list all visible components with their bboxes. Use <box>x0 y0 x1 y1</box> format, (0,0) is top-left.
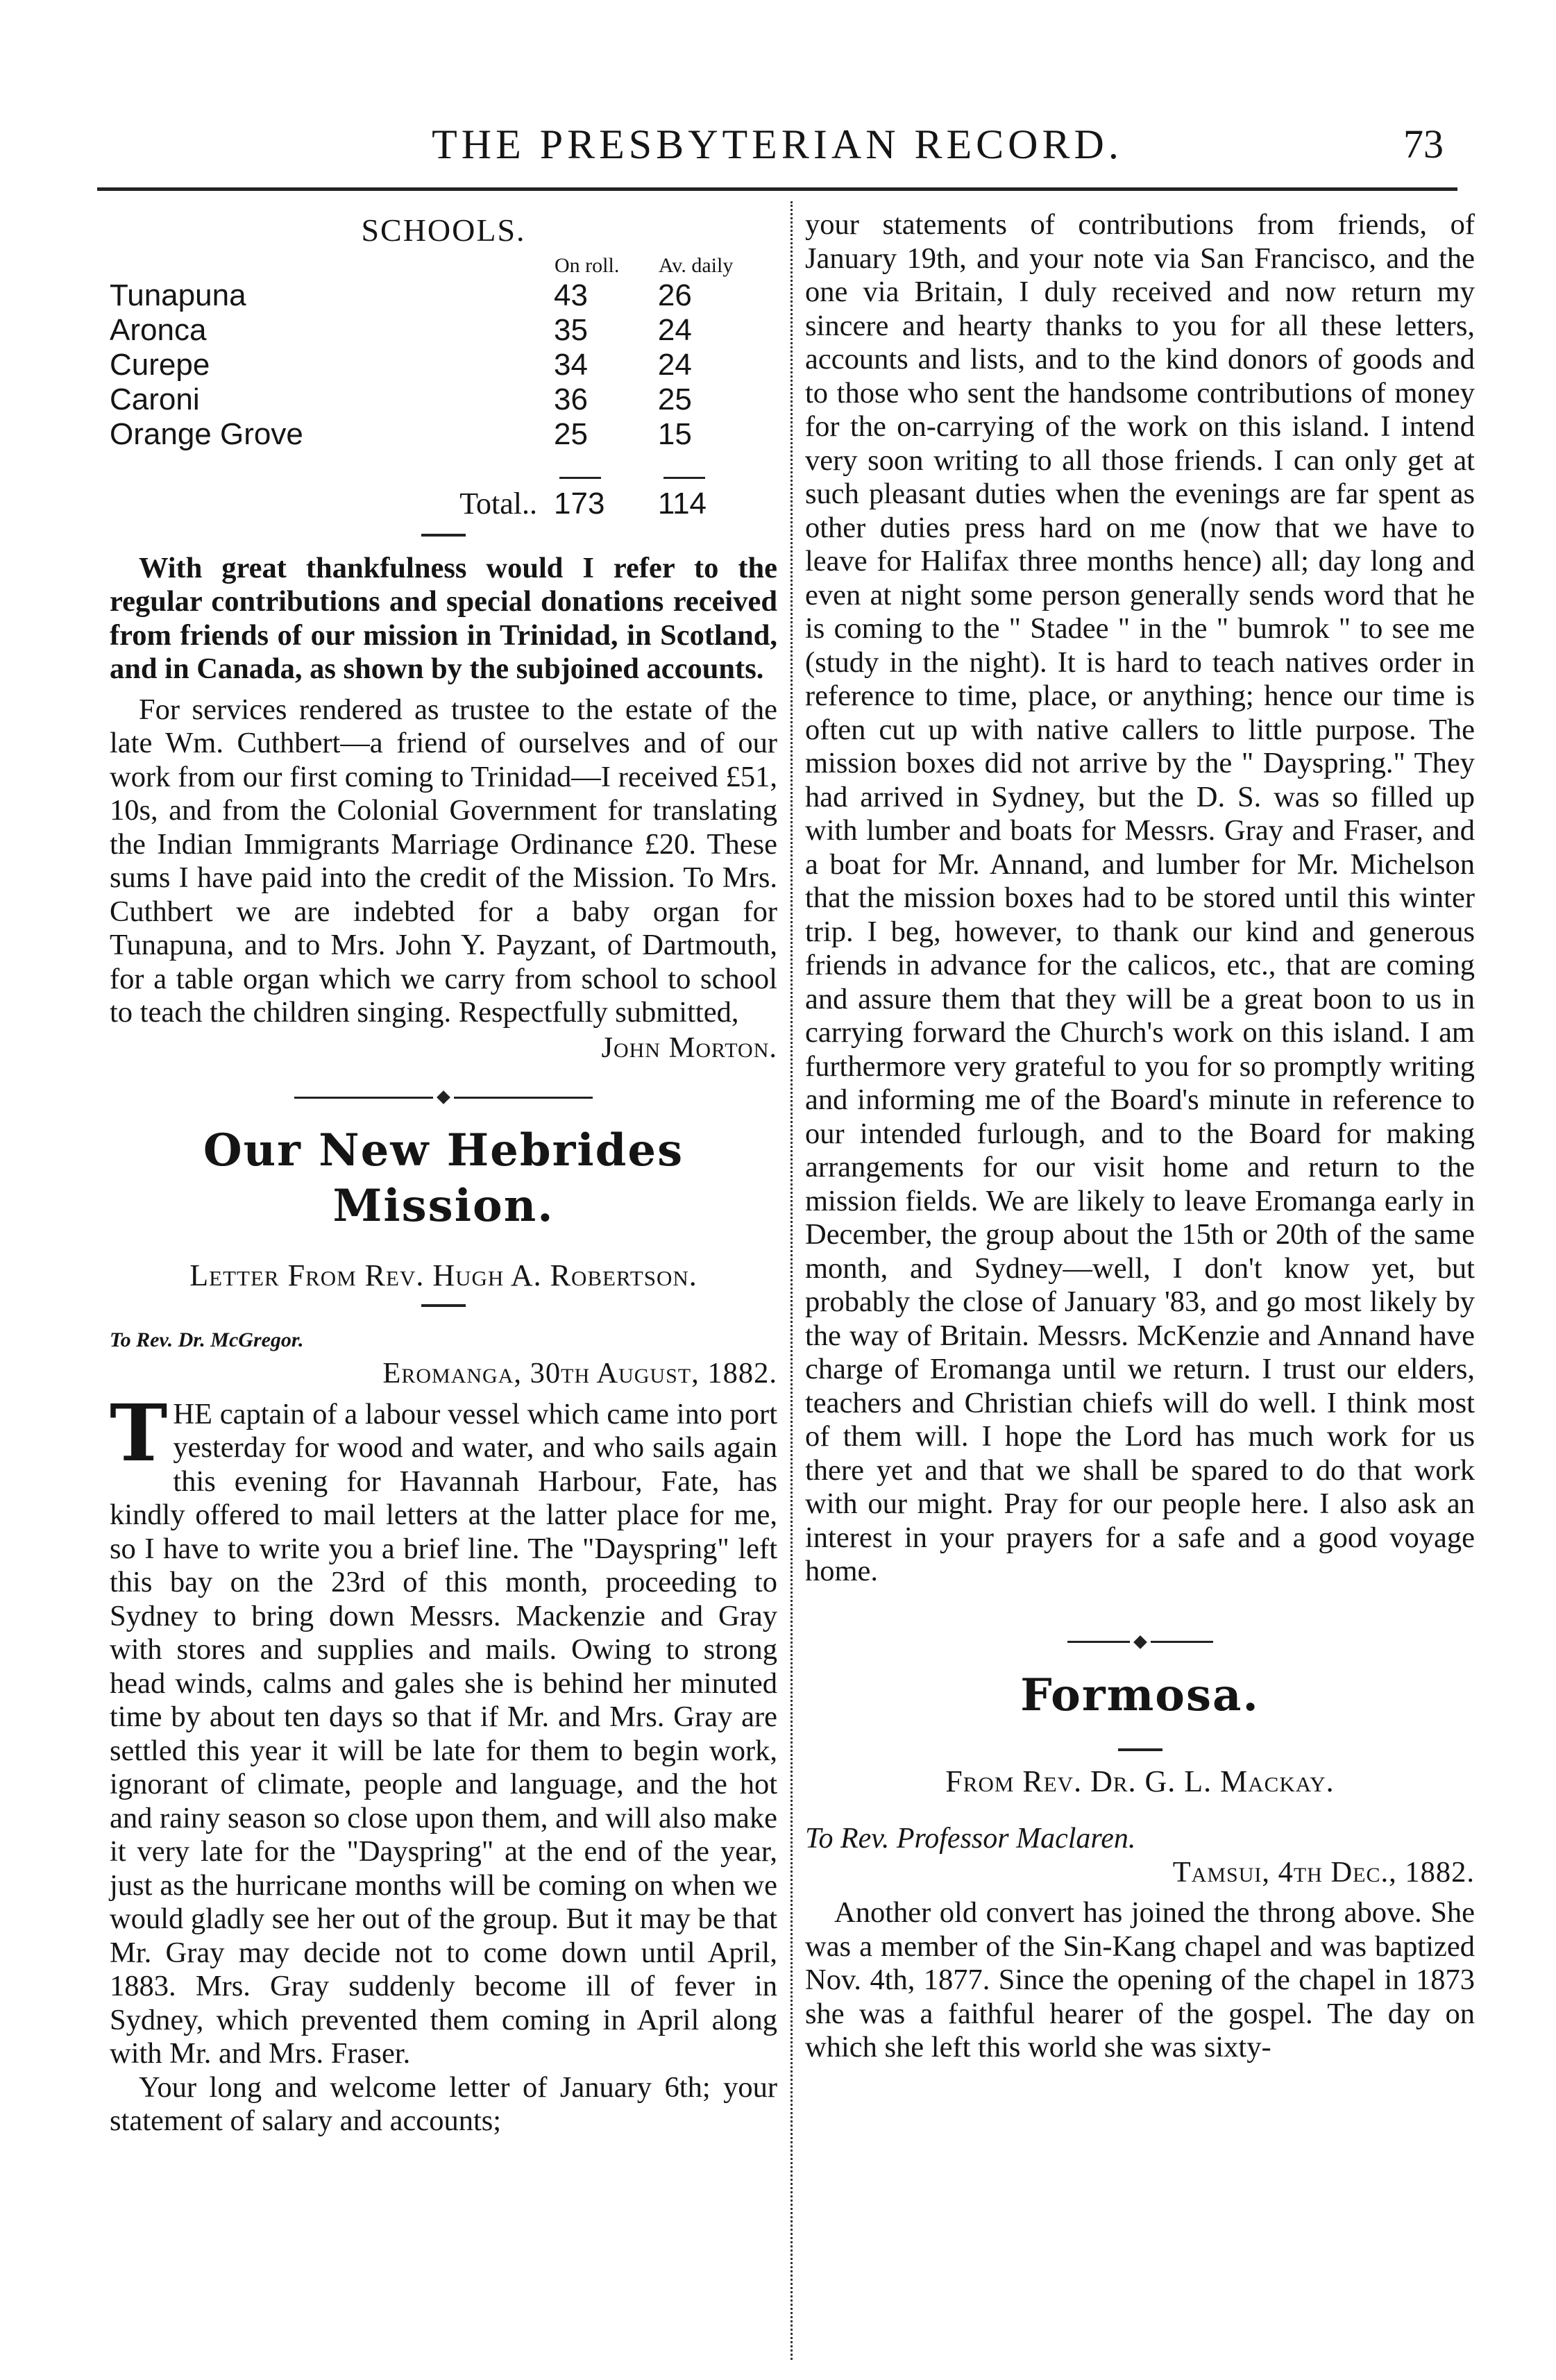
av-daily-value: 26 <box>657 278 692 312</box>
report-paragraph: For services rendered as trustee to the estate of the late Wm. Cuthbert—a friend of ourselves and of our work from our first coming to Trinidad—I received £51, 10s, and from the Colonial Government for translating the Indian Immigrants Marriage Ordinance £20. These sums I have paid into the credit of the Mission. To Mrs. Cuthbert we are indebted for a baby organ for Tunapuna, and to Mrs. John Y. Payzant, of Dartmouth, for a table organ which we carry from school to school to teach the children singing. Respectfully submitted, <box>110 693 777 1029</box>
av-daily-value: 24 <box>657 347 692 382</box>
av-daily-value: 15 <box>657 416 692 451</box>
section-ornament <box>805 1637 1475 1647</box>
letter-title: From Rev. Dr. G. L. Mackay. <box>945 1764 1335 1798</box>
av-daily-value: 25 <box>657 382 692 416</box>
on-roll-value: 35 <box>554 312 588 347</box>
school-name: Orange Grove <box>110 416 303 451</box>
total-row <box>110 487 777 521</box>
schools-table <box>110 253 777 521</box>
table-row <box>110 348 777 382</box>
addressee-line: To Rev. Professor Maclaren. <box>805 1823 1136 1855</box>
school-name: Curepe <box>110 347 210 382</box>
total-on-roll: 173 <box>554 486 605 521</box>
total-rule-row <box>110 452 777 487</box>
page-number: 73 <box>1403 121 1444 167</box>
header-rule <box>97 187 1457 191</box>
total-label: Total.. <box>459 486 537 521</box>
running-title: THE PRESBYTERIAN RECORD. <box>432 121 1123 167</box>
total-rule <box>559 477 601 479</box>
on-roll-value: 34 <box>554 347 588 382</box>
place-date: Tamsui, 4th Dec., 1882. <box>1172 1855 1475 1889</box>
signature: John Morton. <box>601 1031 777 1064</box>
section-heading-new-hebrides: Our New Hebrides Mission. <box>203 1124 684 1232</box>
on-roll-value: 25 <box>554 416 588 451</box>
on-roll-value: 36 <box>554 382 588 416</box>
total-rule <box>663 477 705 479</box>
school-name: Tunapuna <box>110 278 246 312</box>
school-name: Aronca <box>110 312 207 347</box>
letter-paragraph: THE captain of a labour vessel which came into port yesterday for wood and water, and who sails again this evening for Havannah Harbour, Fate, has kindly offered to mail letters at the latter place for me, so I have to write you a brief line. The "Dayspring" left this bay on the 23rd of this month, proceeding to Sydney to bring down Messrs. Mackenzie and Gray with stores and supplies and mails. Owing to strong head winds, calms and gales she is behind her minuted time by about ten days so that if Mr. and Mrs. Gray are settled this year it will be late for them to begin work, ignorant of climate, people and language, and the hot and rainy season so close upon them, and will also make it very late for the "Dayspring" at the end of the year, just as the hurricane months will be coming on when we would gladly see her out of the group. But it may be that Mr. Gray may decide not to come down until April, 1883. Mrs. Gray suddenly become ill of fever in Sydney, which prevented them coming in April along with Mr. and Mrs. Fraser. <box>110 1387 777 2070</box>
addressee-line: To Rev. Dr. McGregor. <box>110 1328 304 1351</box>
on-roll-value: 43 <box>554 278 588 312</box>
table-row <box>110 278 777 313</box>
right-column <box>805 208 1475 2065</box>
letter-paragraph: Your long and welcome letter of January 6th; your statement of salary and accounts; <box>110 2070 777 2137</box>
letter-paragraph: Another old convert has joined the throng above. She was a member of the Sin-Kang chapel and was baptized Nov. 4th, 1877. Since the opening of the chapel in 1873 she was a faithful hearer of the gospel. The day on which she left this world she was sixty- <box>805 1896 1475 2063</box>
schools-title: SCHOOLS. <box>361 212 526 248</box>
report-paragraph: With great thankfulness would I refer to the regular contributions and special donations received from friends of our mission in Trinidad, in Scotland, and in Canada, as shown by the subjoined accounts. <box>110 551 777 685</box>
letter-paragraph: your statements of contributions from friends, of January 19th, and your note via San Francisco, and the one via Britain, I duly received and now return my sincere and hearty thanks to you for all these letters, accounts and lists, and to the kind donors of goods and to those who sent the handsome contributions of money for the on-carrying of the work on this island. I intend very soon writing to all those friends. I can only get at such pleasant duties when the evenings are far spent as other duties press hard on me (now that we have to leave for Halifax three months hence) all; day long and even at night some person generally sends word that he is coming to the " Stadee " in the " bumrok " to see me (study in the night). It is hard to teach natives order in reference to time, place, or anything; hence our time is often cut up with native callers to little purpose. The mission boxes did not arrive by the " Dayspring." They had arrived in Sydney, but the D. S. was so filled up with lumber and boats for Messrs. Gray and Fraser, and a boat for Mr. Annand, and lumber for Mr. Michelson that the mission boxes had to be stored until this winter trip. I beg, however, to thank our kind and generous friends in advance for the calicos, etc., that are coming and assure them that they will be a great boon to us in carrying forward the Church's work on this island. I am furthermore very grateful to you for so promptly writing and informing me of the Board's minute in reference to our intended furlough, and to the Board for making arrangements for our visit home and return to the mission fields. We are likely to leave Eromanga early in December, the group about the 15th or 20th of the same month, and Sydney—well, I don't know yet, but probably the close of January '83, and go most likely by the way of Britain. Messrs. McKenzie and Annand have charge of Eromanga until we return. I trust our elders, teachers and Christian chiefs will do well. I think most of them will. I hope the Lord has much work for us there yet and that we shall be spared to do that work with our might. Pray for our people here. I also ask an interest in your prayers for a safe and a good voyage home. <box>805 208 1475 1587</box>
av-daily-value: 24 <box>657 312 692 347</box>
place-date: Eromanga, 30th August, 1882. <box>382 1357 777 1390</box>
table-row <box>110 313 777 348</box>
section-heading-formosa: Formosa. <box>1020 1669 1260 1721</box>
page-header <box>97 117 1457 186</box>
col-header-av-daily: Av. daily <box>658 253 734 277</box>
table-row <box>110 382 777 417</box>
col-header-on-roll: On roll. <box>555 253 620 277</box>
school-name: Caroni <box>110 382 200 416</box>
column-divider <box>790 201 793 2360</box>
total-av-daily: 114 <box>657 486 707 521</box>
short-rule <box>1118 1748 1162 1751</box>
short-rule <box>421 1304 466 1307</box>
short-rule <box>421 534 466 537</box>
table-row <box>110 417 777 452</box>
section-ornament <box>110 1092 777 1102</box>
left-column <box>110 208 777 2138</box>
letter-title: Letter From Rev. Hugh A. Robertson. <box>189 1258 697 1292</box>
